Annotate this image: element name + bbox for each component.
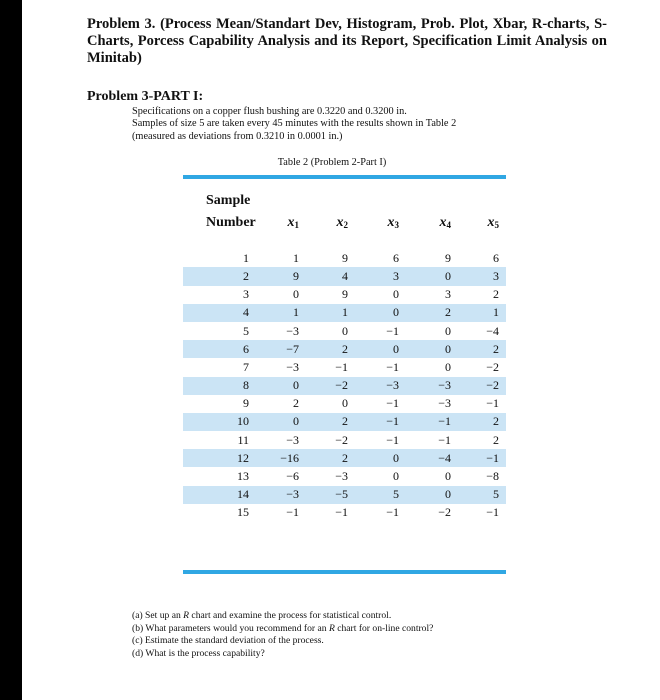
table-row: [183, 249, 506, 267]
table-row: [183, 267, 506, 285]
measurement-cell-x5: 2: [461, 413, 506, 431]
measurement-cell-x4: 9: [445, 250, 451, 265]
measurement-cell-x4: 2: [409, 304, 461, 322]
measurement-cell-x3: 0: [358, 304, 409, 322]
header-x2: $x_2$: [336, 215, 348, 230]
measurement-cell-x5: 1: [461, 304, 506, 322]
measurement-cell-x1: −3: [261, 486, 309, 504]
sample-number-cell: 13: [237, 469, 249, 484]
measurement-cell-x5: −1: [486, 396, 499, 411]
measurement-cell-x1: 1: [261, 304, 309, 322]
measurement-cell-x2: 0: [342, 396, 348, 411]
table-row: [183, 304, 506, 322]
table-row: [183, 322, 506, 340]
measurement-cell-x2: 2: [309, 449, 358, 467]
sample-number-cell: 2: [183, 267, 261, 285]
measurement-cell-x2: 2: [309, 340, 358, 358]
sample-number-cell: 6: [183, 340, 261, 358]
measurement-cell-x1: 1: [293, 250, 299, 265]
measurement-cell-x1: 0: [261, 413, 309, 431]
sample-number-cell: 4: [183, 304, 261, 322]
spec-line: (measured as deviations from 0.3210 in 0.0001 in.): [132, 130, 343, 142]
header-x3: $x_3$: [387, 215, 399, 230]
table-header-row-1: [183, 187, 506, 209]
measurement-cell-x4: −1: [409, 413, 461, 431]
table-header-row-2: [183, 209, 506, 231]
measurement-cell-x2: −1: [335, 359, 348, 374]
measurement-cell-x2: −1: [335, 505, 348, 520]
measurement-cell-x1: −3: [286, 432, 299, 447]
measurement-cell-x3: −1: [386, 396, 399, 411]
measurement-cell-x1: −1: [286, 505, 299, 520]
measurement-cell-x4: −3: [438, 396, 451, 411]
measurement-cell-x3: −1: [386, 432, 399, 447]
measurement-cell-x4: −3: [409, 377, 461, 395]
measurement-table: [183, 187, 506, 522]
table-row: [183, 486, 506, 504]
measurement-cell-x4: −4: [409, 449, 461, 467]
header-number: Number: [206, 215, 256, 230]
measurement-cell-x5: 3: [461, 267, 506, 285]
measurement-cell-x3: −3: [358, 377, 409, 395]
measurement-cell-x2: −3: [335, 469, 348, 484]
table-row: [183, 377, 506, 395]
specification-text: [132, 106, 552, 143]
spec-line: Specifications on a copper flush bushing are 0.3220 and 0.3200 in.: [132, 106, 407, 117]
measurement-cell-x4: 0: [445, 469, 451, 484]
measurement-cell-x4: −1: [438, 432, 451, 447]
measurement-cell-x3: −1: [386, 359, 399, 374]
sample-number-cell: 3: [243, 287, 249, 302]
measurement-cell-x2: 2: [309, 413, 358, 431]
measurement-cell-x5: −1: [461, 449, 506, 467]
measurement-cell-x3: 5: [358, 486, 409, 504]
measurement-cell-x2: 1: [309, 304, 358, 322]
measurement-cell-x4: −2: [438, 505, 451, 520]
measurement-cell-x5: 2: [461, 340, 506, 358]
sample-number-cell: 12: [183, 449, 261, 467]
measurement-cell-x5: −1: [486, 505, 499, 520]
measurement-cell-x5: −8: [486, 469, 499, 484]
header-x4: $x_4$: [439, 215, 451, 230]
question-c: (c) Estimate the standard deviation of the process.: [132, 635, 324, 647]
measurement-cell-x3: −1: [386, 505, 399, 520]
table-row: [183, 413, 506, 431]
measurement-cell-x1: −3: [286, 323, 299, 338]
question-a: (a) Set up an R chart and examine the process for statistical control.: [132, 610, 392, 621]
sample-number-cell: 9: [243, 396, 249, 411]
question-list: [132, 610, 572, 660]
measurement-cell-x4: 0: [445, 359, 451, 374]
measurement-cell-x1: −3: [286, 359, 299, 374]
table-row: [183, 358, 506, 376]
measurement-cell-x2: 4: [309, 267, 358, 285]
measurement-cell-x4: 0: [409, 486, 461, 504]
table-bottom-rule: [183, 570, 506, 574]
table-row: [183, 395, 506, 413]
part-heading: Problem 3-PART I:: [87, 89, 204, 104]
measurement-cell-x2: −2: [309, 377, 358, 395]
sample-number-cell: 15: [237, 505, 249, 520]
measurement-cell-x3: 0: [358, 449, 409, 467]
table-row: [183, 431, 506, 449]
measurement-cell-x2: 9: [342, 287, 348, 302]
measurement-cell-x2: −2: [335, 432, 348, 447]
measurement-cell-x4: 0: [409, 267, 461, 285]
measurement-cell-x2: −5: [309, 486, 358, 504]
measurement-cell-x1: −16: [261, 449, 309, 467]
measurement-cell-x1: 2: [293, 396, 299, 411]
table-row: [183, 504, 506, 522]
sample-number-cell: 10: [183, 413, 261, 431]
measurement-cell-x1: 0: [261, 377, 309, 395]
measurement-cell-x5: 6: [493, 250, 499, 265]
measurement-cell-x1: 0: [293, 287, 299, 302]
table-row: [183, 467, 506, 485]
measurement-cell-x1: −7: [261, 340, 309, 358]
sample-number-cell: 8: [183, 377, 261, 395]
sample-number-cell: 5: [243, 323, 249, 338]
measurement-cell-x3: 0: [393, 287, 399, 302]
measurement-cell-x3: 0: [393, 469, 399, 484]
measurement-cell-x2: 9: [342, 250, 348, 265]
document-page: [22, 0, 660, 700]
header-x5: $x_5$: [487, 215, 499, 230]
sample-number-cell: 7: [243, 359, 249, 374]
sample-number-cell: 11: [237, 432, 249, 447]
measurement-cell-x5: 2: [493, 287, 499, 302]
measurement-cell-x5: −2: [486, 359, 499, 374]
measurement-cell-x4: 0: [409, 340, 461, 358]
measurement-cell-x5: −2: [461, 377, 506, 395]
table-caption: Table 2 (Problem 2-Part I): [277, 157, 387, 168]
sample-number-cell: 14: [183, 486, 261, 504]
problem-title: Problem 3. (Process Mean/Standart Dev, Histogram, Prob. Plot, Xbar, R-charts, S-Charts, Porcess Capability Analysis and its Report, Specification Limit Analysis on Minitab): [87, 16, 607, 66]
measurement-cell-x3: 3: [358, 267, 409, 285]
measurement-cell-x3: 0: [358, 340, 409, 358]
table-row: [183, 340, 506, 358]
question-b: (b) What parameters would you recommend for an R chart for on-line control?: [132, 622, 434, 634]
measurement-cell-x5: 2: [493, 432, 499, 447]
measurement-cell-x3: −1: [386, 323, 399, 338]
header-sample: Sample: [206, 193, 251, 208]
measurement-cell-x2: 0: [342, 323, 348, 338]
measurement-cell-x4: 0: [445, 323, 451, 338]
table-row: [183, 449, 506, 467]
measurement-cell-x1: −6: [286, 469, 299, 484]
measurement-cell-x3: 6: [393, 250, 399, 265]
measurement-cell-x1: 9: [261, 267, 309, 285]
measurement-cell-x4: 3: [445, 287, 451, 302]
table-top-rule: [183, 175, 506, 179]
header-x1: $x_1$: [287, 215, 299, 230]
sample-number-cell: 1: [243, 250, 249, 265]
measurement-cell-x5: 5: [461, 486, 506, 504]
left-black-border: [0, 0, 22, 700]
table-row: [183, 286, 506, 304]
measurement-cell-x3: −1: [358, 413, 409, 431]
question-d: (d) What is the process capability?: [132, 647, 265, 659]
spec-line: Samples of size 5 are taken every 45 minutes with the results shown in Table 2: [132, 118, 457, 130]
measurement-cell-x5: −4: [486, 323, 499, 338]
